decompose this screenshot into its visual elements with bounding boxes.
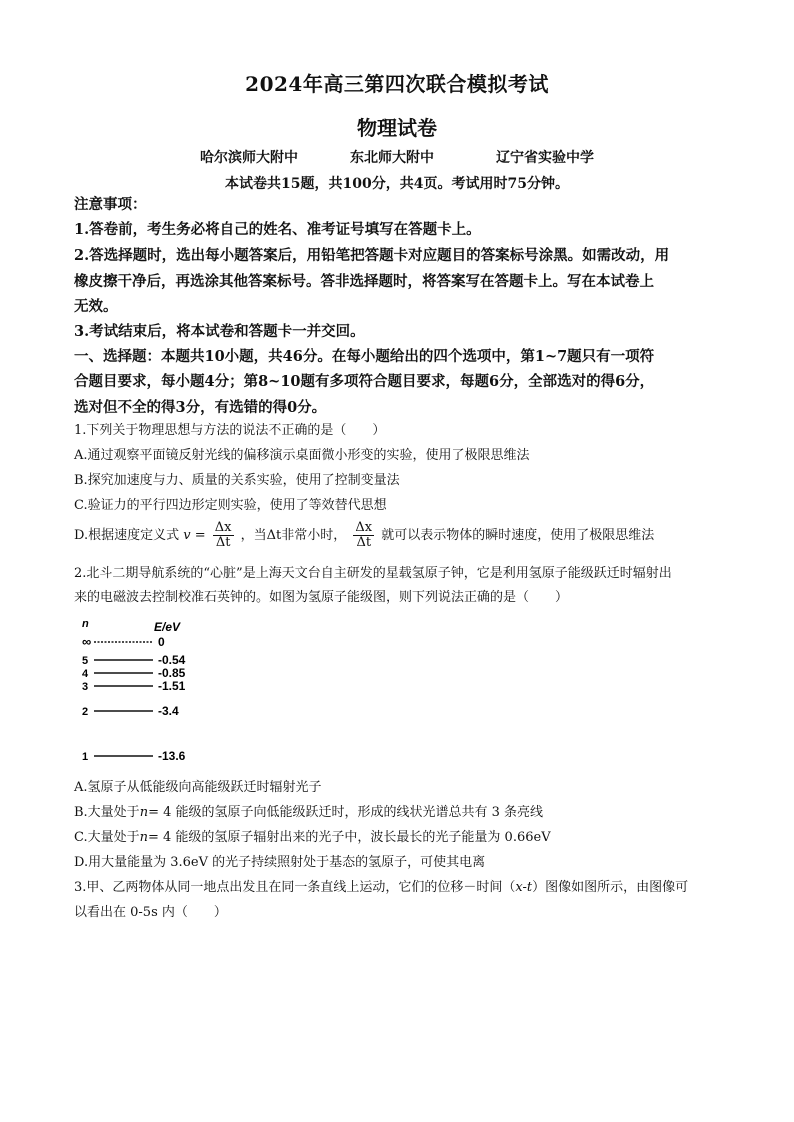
diagram-n-label: n bbox=[82, 618, 89, 630]
q2-option-c bbox=[74, 829, 734, 847]
level-n-label: 3 bbox=[82, 681, 89, 693]
school-2: 东北师大附中 bbox=[350, 150, 434, 166]
q2-c-n: n bbox=[139, 830, 148, 845]
q3-stem-post: ）图像如图所示，由图像可 bbox=[532, 880, 689, 895]
q2-option-d: D.用大量能量为 3.6eV 的光子持续照射处于基态的氢原子，可使其电离 bbox=[74, 855, 486, 870]
level-n-label: 4 bbox=[82, 668, 89, 680]
energy-level-diagram bbox=[74, 616, 224, 768]
q1-option-c: C.验证力的平行四边形定则实验，使用了等效替代思想 bbox=[74, 498, 387, 513]
q1-d-fraction-2 bbox=[353, 521, 374, 550]
q2-c-pre: C.大量处于 bbox=[74, 830, 140, 845]
q1-d-frac2-den: Δt bbox=[356, 535, 372, 550]
q2-c-post: = 4 能级的氢原子辐射出来的光子中，波长最长的光子能量为 0.66eV bbox=[148, 830, 551, 845]
note-item-2-line-3: 无效。 bbox=[74, 298, 118, 315]
note-item-1: 1.答卷前，考生务必将自己的姓名、准考证号填写在答题卡上。 bbox=[74, 221, 481, 238]
q1-d-frac2-num: Δx bbox=[355, 520, 373, 535]
level-n-label: 1 bbox=[82, 751, 89, 763]
level-energy-label: -0.85 bbox=[158, 666, 186, 680]
section-1-line-3: 选对但不全的得3分，有选错的得0分。 bbox=[74, 399, 327, 416]
q2-stem-line-1: 2.北斗二期导航系统的“心脏”是上海天文台自主研发的星载氢原子钟，它是利用氢原子能级跃迁时辐射出 bbox=[74, 566, 672, 581]
level-energy-label: 0 bbox=[158, 635, 165, 649]
q2-option-a: A.氢原子从低能级向高能级跃迁时辐射光子 bbox=[74, 780, 322, 795]
diagram-e-label: E/eV bbox=[154, 620, 181, 634]
level-energy-label: -13.6 bbox=[158, 749, 186, 763]
q1-d-frac-num: Δx bbox=[214, 520, 232, 535]
q1-d-suffix: 就可以表示物体的瞬时速度，使用了极限思维法 bbox=[381, 528, 655, 543]
q2-b-n: n bbox=[139, 805, 149, 820]
exam-title: 2024年高三第四次联合模拟考试 bbox=[245, 72, 549, 96]
q3-stem-line-1 bbox=[74, 879, 734, 897]
energy-levels bbox=[82, 634, 186, 763]
q2-b-post: = 4 能级的氢原子向低能级跃迁时，形成的线状光谱总共有 3 条亮线 bbox=[148, 805, 544, 820]
q3-stem-line-2: 以看出在 0-5s 内（ ） bbox=[74, 905, 227, 920]
q3-stem-pre: 3.甲、乙两物体从同一地点出发且在同一条直线上运动，它们的位移－时间（ bbox=[74, 880, 516, 895]
q2-stem-line-2: 来的电磁波去控制校准石英钟的。如图为氢原子能级图，则下列说法正确的是（ ） bbox=[74, 590, 569, 605]
q1-d-fraction-1 bbox=[213, 521, 234, 550]
section-1-line-2: 合题目要求，每小题4分；第8~10题有多项符合题目要求，每题6分，全部选对的得6分， bbox=[74, 373, 655, 390]
level-n-label: 5 bbox=[82, 655, 89, 667]
note-item-2-line-2: 橡皮擦干净后，再选涂其他答案标号。答非选择题时，将答案写在答题卡上。写在本试卷上 bbox=[74, 273, 654, 290]
q1-option-b: B.探究加速度与力、质量的关系实验，使用了控制变量法 bbox=[74, 473, 400, 488]
q1-d-eq: = bbox=[194, 528, 206, 543]
exam-info: 本试卷共15题，共100分，共4页。考试用时75分钟。 bbox=[225, 176, 569, 192]
school-3: 辽宁省实验中学 bbox=[496, 150, 594, 166]
note-item-2-line-1: 2.答选择题时，选出每小题答案后，用铅笔把答题卡对应题目的答案标号涂黑。如需改动，用 bbox=[74, 247, 670, 264]
level-n-label: 2 bbox=[82, 706, 89, 718]
q1-d-mid: ，当Δt非常小时， bbox=[240, 528, 347, 543]
level-n-label: ∞ bbox=[82, 634, 92, 649]
q1-stem: 1.下列关于物理思想与方法的说法不正确的是（ ） bbox=[74, 423, 386, 438]
exam-subtitle: 物理试卷 bbox=[357, 116, 437, 140]
q1-option-a: A.通过观察平面镜反射光线的偏移演示桌面微小形变的实验，使用了极限思维法 bbox=[74, 448, 530, 463]
note-item-3: 3.考试结束后，将本试卷和答题卡一并交回。 bbox=[74, 323, 365, 340]
level-energy-label: -1.51 bbox=[158, 679, 186, 693]
section-1-line-1: 一、选择题：本题共10小题，共46分。在每小题给出的四个选项中，第1~7题只有一项符 bbox=[74, 348, 655, 365]
q1-d-v: v bbox=[183, 528, 191, 543]
q2-option-b bbox=[74, 804, 734, 822]
school-1: 哈尔滨师大附中 bbox=[200, 150, 298, 166]
level-energy-label: -3.4 bbox=[158, 704, 179, 718]
q1-d-prefix: D.根据速度定义式 bbox=[74, 528, 180, 543]
q1-d-frac-den: Δt bbox=[215, 535, 231, 550]
q2-b-pre: B.大量处于 bbox=[74, 805, 140, 820]
q1-option-d bbox=[74, 520, 734, 552]
q3-stem-xt: x-t bbox=[515, 880, 533, 895]
level-energy-label: -0.54 bbox=[158, 653, 186, 667]
school-list bbox=[200, 147, 620, 167]
notes-heading: 注意事项： bbox=[74, 196, 147, 213]
